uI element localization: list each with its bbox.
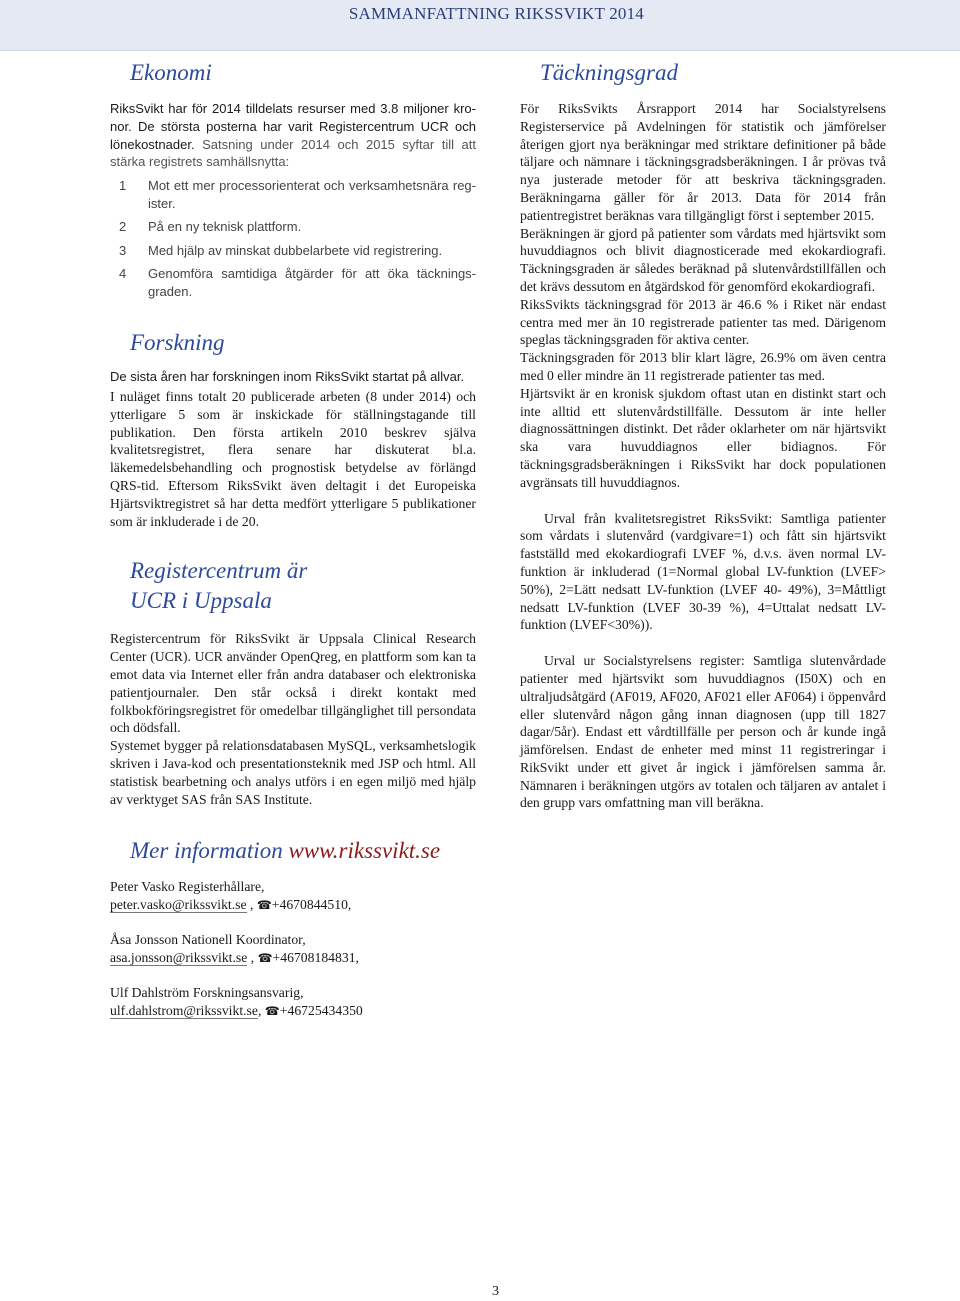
forskning-body: I nuläget finns totalt 20 publicerade arbeten (8 under 2014) och ytterligare 5 som är inskickade för ställningstagande till publikation. Den första artikeln 2010 beskrev själva kvalitetsregistret, flera senare har diskuterat bl.a. läkemedelsbehandling och prognostisk betydelse av förlängd QRS-tid. Eftersom RiksSvikt även deltagit i det Europeiska Hjärtsviktregistret så har detta medfört ytterligare 5 publikationer som är inkluderade i de 20.: [110, 388, 476, 529]
mer-information-heading: Mer information www.rikssvikt.se: [130, 838, 441, 864]
website-link[interactable]: www.rikssvikt.se: [288, 838, 441, 864]
page-header: [0, 0, 960, 51]
registercentrum-p1: Registercentrum för RiksSvikt är Uppsala Clinical Research Center (UCR). UCR använder OpenQreg, en plattform som kan ta emot data via Internet eller från andra databaser och elektroniska patientjournaler. Den står också i direkt kontakt med folkbokföringsregistret för omedelbar tillgänglighet till persondata och dödsfall.: [110, 631, 476, 736]
list-item: 3 Med hjälp av minskat dubbelarbete vid registrering.: [119, 242, 443, 258]
registercentrum-heading: Registercentrum är UCR i Uppsala: [130, 558, 308, 614]
urval-socialstyrelsen: Urval ur Socialstyrelsens register: Samtliga slutenvårdade patienter med hjärtsvikt som huvuddiagnos (I50X) och en ultraljudsåtgärd (AF019, AF020, AF021 eller AF064) i öppenvård eller slutenvård någon gång innan diagnosen (upp till 1827 dagar/5år). Endast ett vårdtillfälle per person och år kunde ingå jämförelsen. Endast de enheter med minst 11 registreringar i RikSvikt under ett givet år ingick i jämförelsen samma år. Nämnaren i beräkningen utgörs av totalen och täljaren av antalet i den grupp vars omfattning man vill beräkna.: [520, 653, 886, 811]
contact-peter: Peter Vasko Registerhållare, peter.vasko@rikssvikt.se , ☎+4670844510,: [110, 879, 352, 913]
tackningsgrad-p5: Hjärtsvikt är en kronisk sjukdom oftast utan en distinkt start och inte alltid ett slutenvårdstillfälle. Dessutom är inte heller diagnossättningen distinkt. Det råder oklarheter om när hjärtsvikt ska vara huvuddiagnos eller bidiagnos. För täckningsgradsberäkningen i RiksSvikt har dock populationen avgränsats till huvuddiagnos.: [520, 385, 886, 490]
ekonomi-heading: Ekonomi: [130, 60, 212, 85]
contact-ulf: Ulf Dahlström Forskningsansvarig, ulf.dahlstrom@rikssvikt.se, ☎+46725434350: [110, 985, 363, 1019]
page-number: 3: [492, 1284, 499, 1299]
phone-icon: ☎: [256, 898, 272, 913]
left-column: [110, 58, 476, 1037]
right-column: [520, 58, 886, 812]
tackningsgrad-p3: RiksSvikts täckningsgrad för 2013 är 46.6 % i Riket när endast centra med mer än 10 registrerade patienter tas med. Därigenom speglas täckningsgraden för aktiva center.: [520, 296, 886, 348]
tackningsgrad-p1: För RiksSvikts Årsrapport 2014 har Socialstyrelsens Registerservice på Avdelningen för statistik och jämförelser återigen gjort nya beräkningar med striktare definitioner på både täljare och nämnare i täckningsgradsberäkningen. I år prövas två nya justerade metoder för att beskriva täckningsgraden. Beräkningarna gäller för år 2013. Data för 2014 från patientregistret beräknas vara tillgängligt först i september 2015.: [520, 101, 886, 223]
ekonomi-intro: RiksSvikt har för 2014 tilldelats resurser med 3.8 miljoner kro- nor. De största posterna har varit Registercentrum UCR och lönekostnader. Satsning under 2014 och 2015 syftar till att stärka registrets samhällsnytta:: [110, 101, 476, 170]
email-link[interactable]: peter.vasko@rikssvikt.se: [110, 897, 247, 913]
urval-rikssvikt: Urval från kvalitetsregistret RiksSvikt: Samtliga patienter som vårdats i slutenvård (vardgivare=1) och fått sin hjärtsvikt fastställd med ekokardiografi LVEF %, d.v.s. även normal LV-funktion är inkluderad (1=Normal global LV-funktion (LVEF> 50%), 2=Lätt nedsatt LV-funktion (LVEF 40- 49%), 3=Måttligt nedsatt LV-funktion (LVEF 30-39 %), 4=Uttalat nedsatt LV-funktion (LVEF<30%)).: [520, 510, 886, 633]
phone-icon: ☎: [257, 951, 273, 966]
list-item: 1 Mot ett mer processorienterat och verksamhetsnära reg-ister.: [119, 178, 476, 211]
email-link[interactable]: ulf.dahlstrom@rikssvikt.se: [110, 1003, 258, 1019]
goals-list: [110, 177, 476, 300]
forskning-heading: Forskning: [130, 330, 225, 356]
contact-asa: Åsa Jonsson Nationell Koordinator, asa.jonsson@rikssvikt.se , ☎+46708184831,: [110, 932, 359, 966]
registercentrum-p2: Systemet bygger på relationsdatabasen MySQL, verksamhetslogik skriven i Java-kod och presentationsteknik med JSP och html. All statistisk bearbetning och analys utförs i en egen miljö med hjälp av verktyget SAS från SAS Institute.: [110, 738, 476, 807]
email-link[interactable]: asa.jonsson@rikssvikt.se: [110, 950, 248, 966]
phone-icon: ☎: [264, 1004, 280, 1019]
tackningsgrad-p2: Beräkningen är gjord på patienter som vårdats med hjärtsvikt som huvuddiagnos och blivit diagnosticerade med ekokardiografi. Täckningsgraden är således beräknad på slutenvårdstillfällen och det krävs dessutom en åtgärdskod för genomförd ekokardiografi.: [520, 225, 886, 294]
tackningsgrad-p4: Täckningsgraden för 2013 blir klart lägre, 26.9% om även centra med 0 eller mindre än 11 registrerade patienter tas med.: [520, 350, 886, 383]
list-item: 4 Genomföra samtidiga åtgärder för att öka täcknings-graden.: [119, 266, 476, 299]
tackningsgrad-heading: Täckningsgrad: [540, 60, 678, 85]
forskning-lead: De sista åren har forskningen inom RiksSvikt startat på allvar.: [110, 369, 465, 385]
header-title: SAMMANFATTNING RIKSSVIKT 2014: [348, 4, 644, 23]
list-item: 2 På en ny teknisk plattform.: [119, 219, 302, 235]
